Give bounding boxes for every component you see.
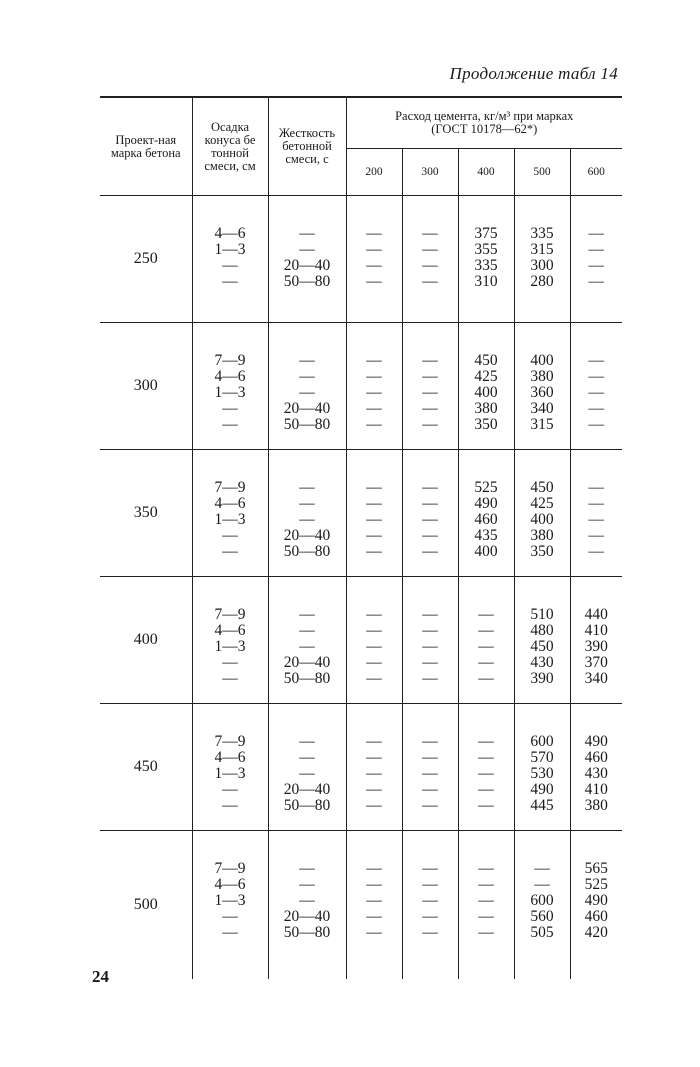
value-mark-500: 360 [530,384,554,401]
value-stiffness: 50—80 [283,924,331,941]
value-slump: — [222,400,238,417]
value-stiffness: 20—40 [283,654,331,671]
value-mark-400: — [478,749,494,766]
value-mark-600: 340 [584,670,608,687]
value-slump: — [222,273,238,290]
value-mark-400: — [478,654,494,671]
value-slump: 7—9 [214,860,246,877]
cell-mark-500 [514,450,570,577]
value-slump: 1—3 [214,892,246,909]
value-mark-600: 390 [584,638,608,655]
value-mark-600: — [588,273,605,290]
value-slump: 1—3 [214,765,246,782]
value-slump: 1—3 [214,384,246,401]
value-mark-600: 420 [584,924,608,941]
value-mark-400: 400 [474,384,498,401]
value-mark-200: — [366,781,382,798]
value-slump: 4—6 [214,749,246,766]
header-mark-500: 500 [514,149,570,196]
cell-mark-400 [458,704,514,831]
value-mark-300: — [422,860,438,877]
value-slump: — [222,670,238,687]
table-row-group [100,577,622,704]
value-mark-600: — [588,511,605,528]
cell-mark-300 [402,196,458,323]
cell-design-grade: 300 [100,323,192,450]
value-mark-200: — [366,765,382,782]
table-caption: Продолжение табл 14 [449,64,618,83]
value-mark-200: — [366,638,382,655]
value-mark-600: — [588,527,605,544]
cell-mark-300 [402,704,458,831]
value-mark-600: 370 [584,654,608,671]
value-mark-600: 430 [584,765,608,782]
value-mark-400: — [478,797,494,814]
cell-mark-600 [570,704,622,831]
value-mark-500: 450 [530,479,554,496]
value-slump: — [222,924,238,941]
value-mark-300: — [422,511,438,528]
value-stiffness: — [299,765,315,782]
value-stiffness: — [299,622,315,639]
value-stiffness: — [299,241,315,258]
value-stiffness: — [299,225,315,242]
value-mark-400: 375 [474,225,498,242]
value-slump: 1—3 [214,638,246,655]
value-stiffness: 50—80 [283,273,331,290]
cell-mark-200 [346,323,402,450]
cell-slump [192,196,268,323]
cell-design-grade: 250 [100,196,192,323]
value-mark-500: 335 [530,225,554,242]
value-mark-500: 390 [530,670,554,687]
cell-design-grade: 500 [100,831,192,979]
value-mark-600: 525 [584,876,608,893]
value-mark-600: 380 [584,797,608,814]
value-mark-300: — [422,352,438,369]
value-mark-300: — [422,781,438,798]
value-mark-600: — [588,400,605,417]
value-mark-200: — [366,908,382,925]
value-mark-500: 315 [530,416,554,433]
value-mark-400: 310 [474,273,498,290]
value-mark-400: — [478,765,494,782]
cell-mark-400 [458,577,514,704]
cell-mark-200 [346,704,402,831]
value-slump: — [222,257,238,274]
value-mark-300: — [422,479,438,496]
value-mark-500: 510 [530,606,554,623]
value-mark-500: 400 [530,352,554,369]
value-mark-200: — [366,241,382,258]
value-stiffness: 20—40 [283,527,331,544]
value-stiffness: — [299,495,315,512]
cell-mark-500 [514,196,570,323]
value-mark-200: — [366,543,382,560]
value-mark-300: — [422,241,438,258]
value-stiffness: 20—40 [283,257,331,274]
cell-mark-600 [570,450,622,577]
value-mark-400: 490 [474,495,498,512]
value-mark-600: — [588,543,605,560]
value-mark-400: — [478,908,494,925]
value-mark-400: 460 [474,511,498,528]
cell-stiffness [268,577,346,704]
value-mark-300: — [422,892,438,909]
cell-mark-600 [570,831,622,979]
header-cone-slump: Осадка конуса бе тонной смеси, см [192,97,268,196]
value-mark-600: 460 [584,749,608,766]
value-stiffness: — [299,749,315,766]
value-mark-300: — [422,543,438,560]
value-mark-500: 560 [530,908,554,925]
value-mark-200: — [366,622,382,639]
cell-design-grade: 400 [100,577,192,704]
header-mix-stiffness: Жесткость бетонной смеси, с [268,97,346,196]
value-mark-400: — [478,638,494,655]
value-mark-200: — [366,479,382,496]
table-header [100,97,622,196]
value-mark-400: — [478,733,494,750]
value-mark-300: — [422,638,438,655]
value-mark-200: — [366,527,382,544]
value-mark-300: — [422,273,438,290]
value-slump: — [222,781,238,798]
value-mark-200: — [366,860,382,877]
header-cement-consumption [346,97,622,149]
value-mark-200: — [366,654,382,671]
cell-mark-200 [346,831,402,979]
value-slump: 7—9 [214,479,246,496]
value-mark-300: — [422,908,438,925]
value-mark-500: 350 [530,543,554,560]
cell-mark-300 [402,577,458,704]
value-mark-500: 425 [530,495,554,512]
value-mark-300: — [422,924,438,941]
value-mark-600: 490 [584,733,608,750]
value-mark-600: 565 [584,860,608,877]
value-mark-200: — [366,797,382,814]
cell-design-grade: 350 [100,450,192,577]
cell-mark-600 [570,196,622,323]
value-mark-500: 430 [530,654,554,671]
value-mark-200: — [366,606,382,623]
value-mark-400: — [478,622,494,639]
cell-design-grade: 450 [100,704,192,831]
value-slump: — [222,543,238,560]
value-mark-200: — [366,733,382,750]
cell-mark-600 [570,577,622,704]
value-mark-500: 300 [530,257,554,274]
value-mark-500: 490 [530,781,554,798]
value-mark-200: — [366,225,382,242]
cell-stiffness [268,704,346,831]
value-mark-300: — [422,733,438,750]
value-mark-600: 410 [584,622,608,639]
value-mark-200: — [366,257,382,274]
table-row-group [100,704,622,831]
value-mark-400: 355 [474,241,498,258]
value-mark-300: — [422,670,438,687]
value-stiffness: 50—80 [283,543,331,560]
value-mark-600: 460 [584,908,608,925]
cell-slump [192,323,268,450]
cell-mark-200 [346,196,402,323]
value-mark-300: — [422,225,438,242]
value-mark-400: 380 [474,400,498,417]
value-mark-500: 445 [530,797,554,814]
value-mark-500: 450 [530,638,554,655]
value-slump: 4—6 [214,622,246,639]
value-stiffness: — [299,606,315,623]
value-mark-200: — [366,400,382,417]
value-slump: — [222,908,238,925]
value-mark-300: — [422,257,438,274]
value-slump: 7—9 [214,733,246,750]
value-slump: 4—6 [214,225,246,242]
cell-mark-400 [458,196,514,323]
value-mark-200: — [366,384,382,401]
value-stiffness: — [299,733,315,750]
value-stiffness: 50—80 [283,416,331,433]
value-mark-200: — [366,273,382,290]
value-mark-300: — [422,416,438,433]
value-stiffness: 20—40 [283,781,331,798]
value-mark-600: 410 [584,781,608,798]
cell-mark-500 [514,577,570,704]
value-stiffness: 50—80 [283,670,331,687]
value-mark-400: 400 [474,543,498,560]
value-mark-600: — [588,368,605,385]
value-mark-600: — [588,257,605,274]
cell-mark-600 [570,323,622,450]
value-mark-500: 380 [530,527,554,544]
value-stiffness: — [299,892,315,909]
value-mark-400: 335 [474,257,498,274]
value-mark-300: — [422,765,438,782]
value-mark-400: 425 [474,368,498,385]
value-mark-600: 440 [584,606,608,623]
value-stiffness: — [299,352,315,369]
value-mark-600: — [588,241,605,258]
table-row-group [100,196,622,323]
cell-mark-200 [346,450,402,577]
value-stiffness: 20—40 [283,908,331,925]
cell-mark-500 [514,323,570,450]
value-mark-600: — [588,495,605,512]
value-mark-600: — [588,479,605,496]
value-stiffness: — [299,511,315,528]
cement-consumption-table [100,96,622,979]
value-mark-400: — [478,876,494,893]
value-mark-300: — [422,495,438,512]
value-mark-300: — [422,606,438,623]
value-mark-300: — [422,400,438,417]
value-mark-500: 380 [530,368,554,385]
value-slump: 1—3 [214,241,246,258]
value-mark-600: — [588,352,605,369]
value-slump: 4—6 [214,368,246,385]
cell-mark-400 [458,450,514,577]
value-slump: — [222,654,238,671]
value-mark-200: — [366,368,382,385]
value-stiffness: — [299,479,315,496]
cell-mark-300 [402,450,458,577]
cell-stiffness [268,450,346,577]
page-number: 24 [92,967,109,986]
value-slump: — [222,527,238,544]
value-mark-500: — [534,876,550,893]
cell-mark-500 [514,704,570,831]
value-mark-200: — [366,876,382,893]
value-mark-300: — [422,527,438,544]
table-body [100,196,622,979]
value-mark-600: — [588,225,605,242]
value-mark-300: — [422,384,438,401]
value-mark-500: — [534,860,550,877]
value-mark-500: 505 [530,924,554,941]
cell-slump [192,450,268,577]
value-stiffness: — [299,638,315,655]
cell-stiffness [268,323,346,450]
value-mark-300: — [422,876,438,893]
value-mark-500: 340 [530,400,554,417]
cell-slump [192,831,268,979]
cell-mark-500 [514,831,570,979]
value-mark-500: 280 [530,273,554,290]
cell-mark-200 [346,577,402,704]
header-mark-300: 300 [402,149,458,196]
value-mark-400: 525 [474,479,498,496]
value-slump: 4—6 [214,876,246,893]
value-mark-400: — [478,606,494,623]
cell-mark-400 [458,323,514,450]
value-mark-600: — [588,416,605,433]
value-mark-300: — [422,622,438,639]
value-mark-500: 600 [530,733,554,750]
value-mark-200: — [366,495,382,512]
value-mark-400: — [478,892,494,909]
header-mark-200: 200 [346,149,402,196]
value-mark-400: — [478,781,494,798]
table-row-group [100,450,622,577]
value-mark-400: — [478,924,494,941]
value-slump: 7—9 [214,352,246,369]
value-mark-200: — [366,924,382,941]
value-mark-200: — [366,511,382,528]
header-mark-400: 400 [458,149,514,196]
value-mark-600: — [588,384,605,401]
value-mark-200: — [366,352,382,369]
value-mark-500: 570 [530,749,554,766]
cell-slump [192,577,268,704]
header-consumption-standard: (ГОСТ 10178—62*) [431,122,538,136]
value-mark-500: 480 [530,622,554,639]
cell-mark-300 [402,831,458,979]
cell-stiffness [268,196,346,323]
value-mark-400: — [478,860,494,877]
cell-mark-400 [458,831,514,979]
value-stiffness: — [299,876,315,893]
value-mark-200: — [366,892,382,909]
value-slump: 4—6 [214,495,246,512]
value-slump: 1—3 [214,511,246,528]
header-mark-600: 600 [570,149,622,196]
value-mark-600: 490 [584,892,608,909]
value-mark-400: 350 [474,416,498,433]
value-slump: — [222,797,238,814]
value-mark-500: 315 [530,241,554,258]
value-slump: 7—9 [214,606,246,623]
value-mark-400: 435 [474,527,498,544]
table-row-group [100,831,622,979]
value-slump: — [222,416,238,433]
value-mark-300: — [422,797,438,814]
cell-mark-300 [402,323,458,450]
value-stiffness: 50—80 [283,797,331,814]
value-mark-400: — [478,670,494,687]
value-mark-500: 600 [530,892,554,909]
value-stiffness: — [299,860,315,877]
value-mark-500: 400 [530,511,554,528]
value-mark-300: — [422,654,438,671]
value-stiffness: — [299,368,315,385]
value-mark-500: 530 [530,765,554,782]
value-mark-300: — [422,368,438,385]
cell-stiffness [268,831,346,979]
value-mark-200: — [366,670,382,687]
value-stiffness: — [299,384,315,401]
header-design-grade: Проект-ная марка бетона [100,97,192,196]
value-mark-400: 450 [474,352,498,369]
value-mark-200: — [366,416,382,433]
value-mark-300: — [422,749,438,766]
value-mark-200: — [366,749,382,766]
cell-slump [192,704,268,831]
value-stiffness: 20—40 [283,400,331,417]
header-consumption-title: Расход цемента, кг/м³ при марках [395,109,574,123]
table-row-group [100,323,622,450]
